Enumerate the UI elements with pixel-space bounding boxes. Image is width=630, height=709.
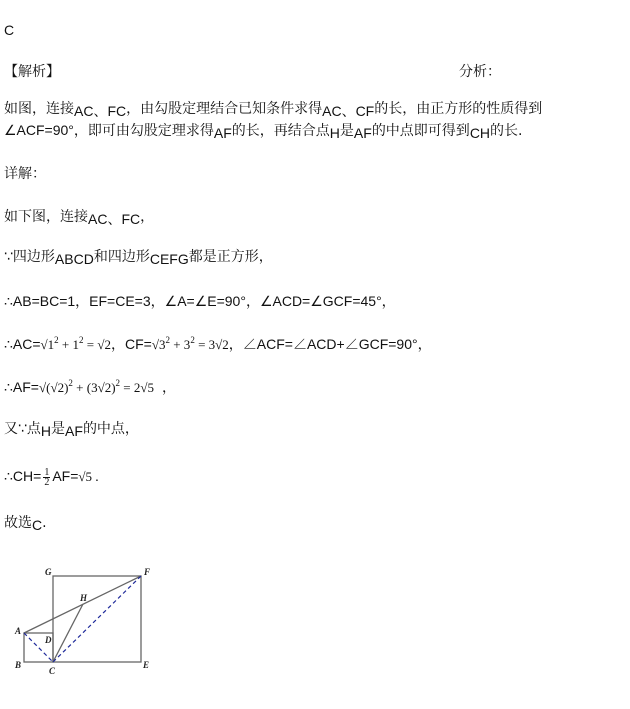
fraction-denominator: 2: [44, 476, 50, 488]
text: 和四边形: [93, 249, 150, 265]
geometry-figure: [10, 560, 160, 680]
sqrt-expression: √1: [40, 337, 55, 352]
math: AF: [65, 423, 83, 439]
math: AF: [353, 125, 372, 141]
text: .: [42, 515, 47, 531]
text: 又∵点: [4, 421, 41, 437]
math: C: [32, 517, 43, 533]
text: 是: [339, 123, 354, 139]
detail-line-3: ∴AB=BC=1，EF=CE=3，∠A=∠E=90°，∠ACD=∠GCF=45°，: [4, 293, 396, 309]
math: ABCD: [54, 251, 94, 267]
sqrt-expression: √(√2): [38, 380, 69, 395]
label-f: F: [144, 567, 151, 577]
exponent: 2: [115, 378, 121, 388]
text: ，: [162, 379, 177, 395]
exponent: 2: [79, 335, 84, 345]
label-d: D: [45, 635, 52, 645]
detail-line-7: [4, 466, 99, 487]
sqrt-expression: √3: [151, 337, 166, 352]
detail-line-5: [4, 377, 176, 399]
text: 如下图，连接: [4, 209, 88, 225]
text: 的中点，: [82, 421, 139, 437]
exponent: 2: [190, 335, 195, 345]
analysis-line-1: [4, 98, 542, 119]
text: ，CF=: [110, 336, 152, 352]
segment-cf: [53, 576, 141, 662]
label-g: G: [45, 567, 52, 577]
text: ，∠ACF=∠ACD+∠GCF=90°，: [228, 336, 432, 352]
sqrt-expression: = 2√5: [120, 380, 155, 395]
detail-line-6: [4, 418, 139, 439]
text: ∴AF=: [4, 379, 39, 395]
math: AC、FC: [88, 211, 141, 227]
text: 的长，再结合点: [231, 123, 330, 139]
section-header: [4, 62, 60, 82]
detail-line-2: [4, 246, 273, 267]
text: .: [95, 468, 99, 484]
exponent: 2: [165, 335, 170, 345]
math: H: [329, 125, 340, 141]
square-cefg: [53, 576, 141, 662]
fraction-numerator: 1: [44, 466, 50, 478]
detail-title: 详解：: [4, 166, 46, 182]
text: 都是正方形，: [188, 249, 273, 265]
label-a: A: [15, 626, 22, 636]
label-b: B: [15, 660, 22, 670]
analysis-line-2: [4, 120, 523, 141]
math: CEFG: [149, 251, 189, 267]
header-label: 【解析】: [4, 64, 60, 80]
exponent: 2: [54, 335, 59, 345]
detail-line-4: [4, 334, 432, 356]
sqrt-expression: = 3√2: [194, 337, 229, 352]
text: ，: [140, 209, 155, 225]
text: AF=: [52, 468, 79, 484]
text: 的长，由正方形的性质得到: [374, 101, 543, 117]
text: 是: [51, 421, 66, 437]
text: 的长.: [490, 123, 523, 139]
detail-line-8: [4, 512, 47, 533]
fraction: [43, 468, 50, 487]
text: ∵四边形: [4, 249, 55, 265]
segment-ch: [53, 604, 83, 662]
label-e: E: [143, 660, 150, 670]
math: ∠ACF=90°: [4, 122, 74, 138]
text: 如图，连接: [4, 101, 74, 117]
sqrt-expression: + 1: [58, 337, 80, 352]
label-c: C: [49, 666, 56, 676]
math: AC、FC: [74, 103, 127, 119]
answer-letter: C: [4, 22, 15, 38]
text: 的中点即可得到: [371, 123, 470, 139]
math: H: [40, 423, 52, 439]
sqrt-expression: = √2: [83, 337, 111, 352]
math: AF: [213, 125, 232, 141]
sqrt-expression: √5: [78, 469, 93, 484]
detail-line-1: [4, 206, 154, 227]
math: CH: [469, 125, 491, 141]
math: AC、CF: [322, 103, 375, 119]
text: ，由勾股定理结合已知条件求得: [126, 101, 323, 117]
analysis-heading: 分析：: [459, 64, 501, 80]
text: 故选: [4, 515, 32, 531]
exponent: 2: [68, 378, 73, 388]
text: ∴CH=: [4, 468, 42, 484]
text: ，即可由勾股定理求得: [73, 123, 214, 139]
text: ∴AC=: [4, 336, 41, 352]
sqrt-expression: + (3√2): [72, 380, 116, 395]
sqrt-expression: + 3: [169, 337, 191, 352]
label-h: H: [80, 593, 88, 603]
